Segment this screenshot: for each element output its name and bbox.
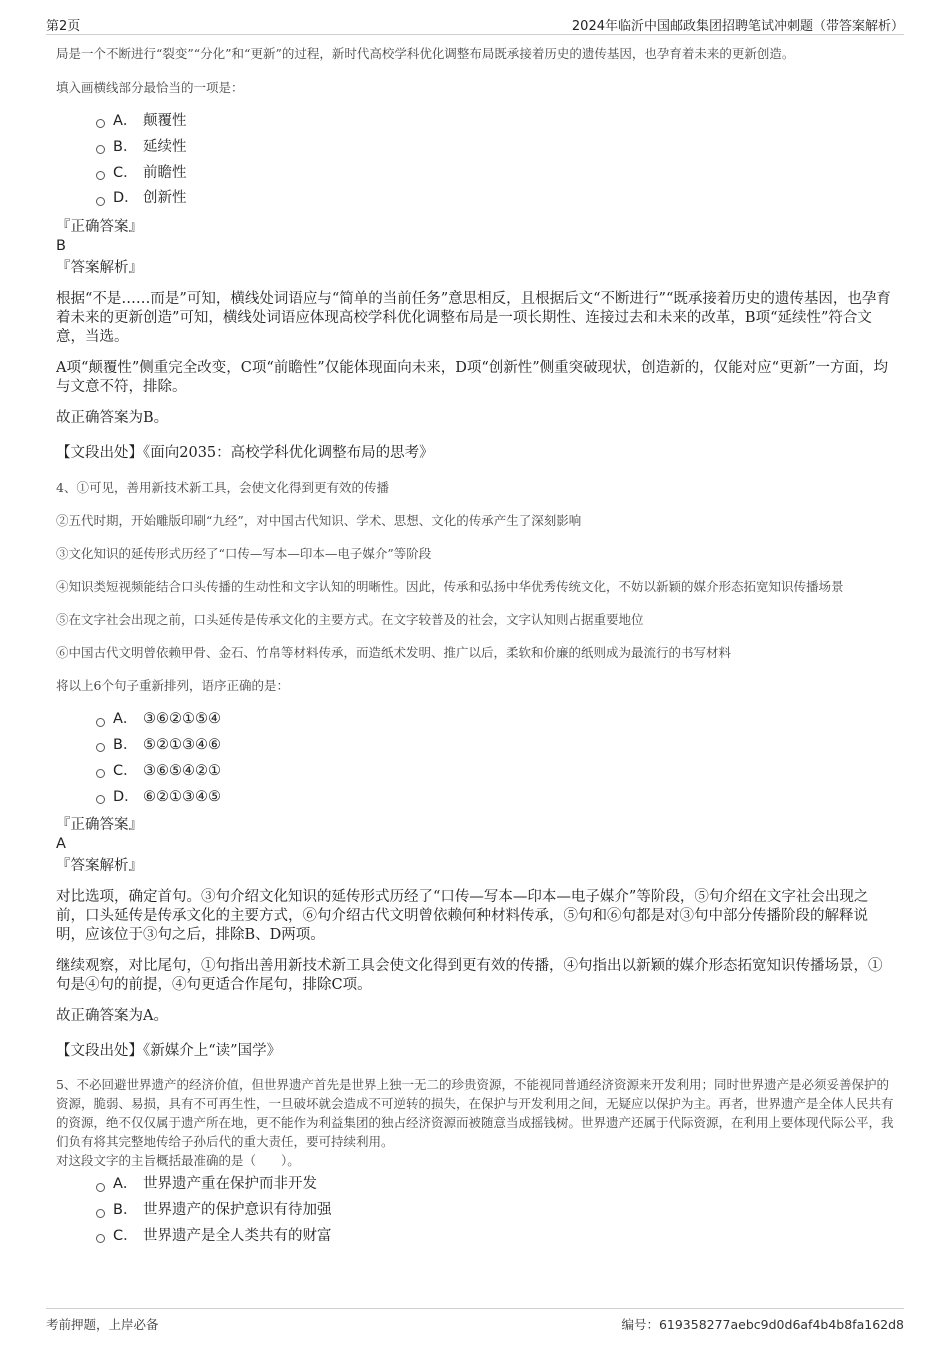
q3-analysis-3: 故正确答案为B。 [56,410,169,427]
q5-prompt: 对这段文字的主旨概括最准确的是（ ）。 [56,1153,300,1169]
radio-icon[interactable] [96,119,105,128]
document-content [56,44,896,1250]
q4-answer-label: 『正确答案』 [56,817,143,834]
document-title: 2024年临沂中国邮政集团招聘笔试冲刺题（带答案解析） [571,19,904,34]
footer-slogan: 考前押题，上岸必备 [46,1317,159,1332]
radio-icon[interactable] [96,795,105,804]
radio-icon[interactable] [96,743,105,752]
radio-icon[interactable] [96,171,105,180]
radio-icon[interactable] [96,1234,105,1243]
q3-option-a[interactable]: A． 颠覆性 [96,109,896,135]
q4-analysis-1: 对比选项，确定首句。③句介绍文化知识的延传形式历经了“口传—写本—印本—电子媒介”等阶段，⑤句介绍在文字社会出现之前，口头延传是传承文化的主要方式，⑥句介绍古代文明曾依赖何种材料传承，⑤句和⑥句都是对③句中部分传播阶段的解释说明，应该位于③句之后，排除B、D两项。 [56,889,869,944]
page-header [46,14,904,35]
radio-icon[interactable] [96,1209,105,1218]
q5-option-a[interactable]: A． 世界遗产重在保护而非开发 [96,1172,896,1198]
q3-options [96,109,896,212]
radio-icon[interactable] [96,1183,105,1192]
q3-option-d[interactable]: D． 创新性 [96,186,896,212]
radio-icon[interactable] [96,197,105,206]
page-footer [46,1308,904,1339]
q4-sentence-3: ③文化知识的延传形式历经了“口传—写本—印本—电子媒介”等阶段 [56,546,432,562]
q3-option-c[interactable]: C． 前瞻性 [96,161,896,187]
q5-option-c[interactable]: C． 世界遗产是全人类共有的财富 [96,1224,896,1250]
q4-analysis-2: 继续观察，对比尾句，①句指出善用新技术新工具会使文化得到更有效的传播，④句指出以新颖的媒介形态拓宽知识传播场景，①句是④句的前提，④句更适合作尾句，排除C项。 [56,958,883,994]
q3-answer-label: 『正确答案』 [56,219,143,236]
q5-option-b[interactable]: B． 世界遗产的保护意识有待加强 [96,1198,896,1224]
q4-answer: A [56,836,66,853]
q4-option-b[interactable]: B． ⑤②①③④⑥ [96,733,896,759]
q4-sentence-2: ②五代时期，开始雕版印刷“九经”，对中国古代知识、学术、思想、文化的传承产生了深刻影响 [56,513,582,529]
q4-options [96,707,896,810]
q3-source: 【文段出处】《面向2035：高校学科优化调整布局的思考》 [56,445,434,462]
q3-analysis-2: A项“颠覆性”侧重完全改变，C项“前瞻性”仅能体现面向未来，D项“创新性”侧重突破现状，创造新的，仅能对应“更新”一方面，均与文意不符，排除。 [56,360,888,396]
q5-options [96,1172,896,1249]
q4-analysis-label: 『答案解析』 [56,858,143,875]
q4-sentence-1: 4、①可见，善用新技术新工具，会使文化得到更有效的传播 [56,480,389,496]
q4-sentence-4: ④知识类短视频能结合口头传播的生动性和文字认知的明晰性。因此，传承和弘扬中华优秀传统文化，不妨以新颖的媒介形态拓宽知识传播场景 [56,579,844,595]
q5-passage: 5、不必回避世界遗产的经济价值，但世界遗产首先是世界上独一无二的珍贵资源，不能视同普通经济资源来开发利用；同时世界遗产是必须妥善保护的资源，脆弱、易损，具有不可再生性，一旦破坏就会造成不可逆转的损失，在保护与开发利用之间，无疑应以保护为主。再者，世界遗产是全体人民共有的资源，绝不仅仅属于遗产所在地，更不能作为利益集团的独占经济资源而被随意当成摇钱树。世界遗产还属于代际资源，在利用上要体现代际公平，我们负有将其完整地传给子孙后代的重大责任，要可持续利用。 [56,1077,894,1150]
q3-answer: B [56,238,66,255]
q4-prompt: 将以上6个句子重新排列，语序正确的是： [56,678,289,694]
q3-option-b[interactable]: B． 延续性 [96,135,896,161]
radio-icon[interactable] [96,769,105,778]
q3-passage-end: 局是一个不断进行“裂变”“分化”和“更新”的过程，新时代高校学科优化调整布局既承接着历史的遗传基因，也孕育着未来的更新创造。 [56,46,795,61]
q4-option-d[interactable]: D． ⑥②①③④⑤ [96,785,896,811]
q4-source: 【文段出处】《新媒介上“读”国学》 [56,1043,282,1060]
q4-sentence-6: ⑥中国古代文明曾依赖甲骨、金石、竹帛等材料传承，而造纸术发明、推广以后，柔软和价廉的纸则成为最流行的书写材料 [56,645,732,661]
document-serial: 编号：619358277aebc9d0d6af4b4b8fa162d8 [621,1317,904,1332]
radio-icon[interactable] [96,718,105,727]
q4-sentence-5: ⑤在文字社会出现之前，口头延传是传承文化的主要方式。在文字较普及的社会，文字认知则占据重要地位 [56,612,644,628]
q4-analysis-3: 故正确答案为A。 [56,1008,168,1025]
q3-analysis-label: 『答案解析』 [56,260,143,277]
q3-prompt: 填入画横线部分最恰当的一项是： [56,80,244,95]
page-number: 第2页 [46,19,81,34]
q4-option-a[interactable]: A． ③⑥②①⑤④ [96,707,896,733]
q3-analysis-1: 根据“不是……而是”可知，横线处词语应与“简单的当前任务”意思相反，且根据后文“不断进行”“既承接着历史的遗传基因，也孕育着未来的更新创造”可知，横线处词语应体现高校学科优化调整布局是一项长期性、连接过去和未来的改革，B项“延续性”符合文意，当选。 [56,291,891,346]
radio-icon[interactable] [96,145,105,154]
q4-option-c[interactable]: C． ③⑥⑤④②① [96,759,896,785]
